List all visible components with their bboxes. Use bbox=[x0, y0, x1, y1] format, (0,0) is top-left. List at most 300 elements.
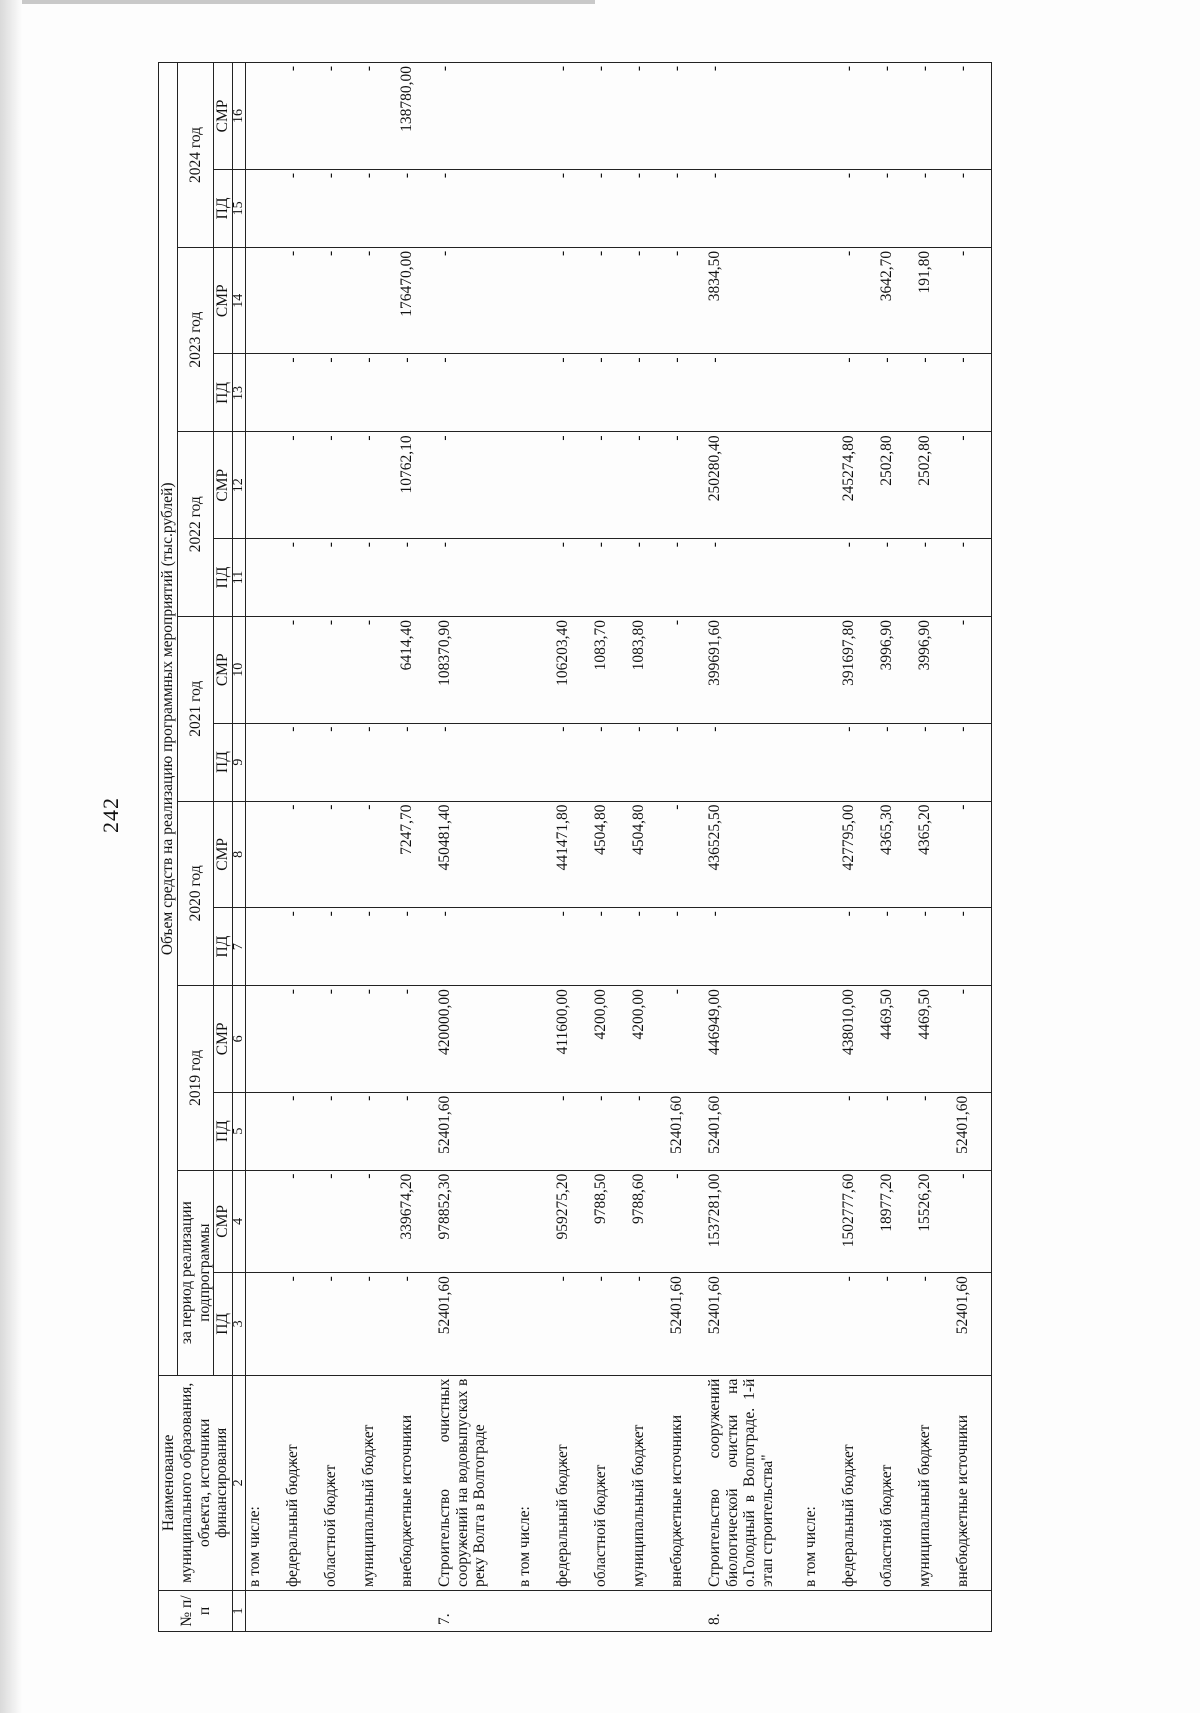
cell-pd: - bbox=[916, 169, 954, 247]
cell-smr: - bbox=[592, 247, 630, 354]
cell-pd: - bbox=[706, 539, 802, 617]
cell-smr: - bbox=[284, 616, 322, 723]
row-name: областной бюджет bbox=[877, 1464, 895, 1587]
header-column-number: 16 bbox=[233, 63, 246, 170]
cell-smr: - bbox=[630, 63, 668, 170]
cell-pd: - bbox=[284, 908, 322, 986]
header-group-title: Объем средств на реализацию программных мероприятий (тыс.рублей) bbox=[159, 63, 178, 1376]
cell-smr: 438010,00 bbox=[840, 986, 878, 1093]
cell-smr bbox=[802, 616, 840, 723]
header-period-2019: 2019 год bbox=[177, 986, 214, 1171]
header-sub-smr: СМР bbox=[214, 1170, 233, 1273]
header-sub-smr: СМР bbox=[214, 986, 233, 1093]
row-name-cell bbox=[840, 1375, 878, 1590]
cell-pd bbox=[246, 1092, 284, 1170]
row-number bbox=[954, 1591, 992, 1632]
cell-pd: - bbox=[878, 354, 916, 432]
cell-pd: - bbox=[706, 908, 802, 986]
table-row bbox=[322, 63, 360, 1632]
row-number bbox=[554, 1591, 592, 1632]
header-sub-smr: СМР bbox=[214, 432, 233, 539]
header-sub-pd: ПД bbox=[214, 908, 233, 986]
cell-pd: - bbox=[284, 539, 322, 617]
cell-pd: 52401,60 bbox=[668, 1273, 706, 1376]
row-number: 7. bbox=[436, 1591, 516, 1632]
cell-pd: - bbox=[554, 539, 592, 617]
cell-pd: - bbox=[284, 169, 322, 247]
header-sub-pd: ПД bbox=[214, 1273, 233, 1376]
cell-smr bbox=[516, 247, 554, 354]
cell-smr: - bbox=[322, 432, 360, 539]
cell-smr: 450481,40 bbox=[436, 801, 516, 908]
table-row bbox=[630, 63, 668, 1632]
cell-pd bbox=[246, 1273, 284, 1376]
row-name: в том числе: bbox=[801, 1506, 819, 1587]
row-name: федеральный бюджет bbox=[553, 1444, 571, 1587]
cell-smr: - bbox=[360, 432, 398, 539]
cell-pd bbox=[246, 908, 284, 986]
cell-smr: - bbox=[322, 986, 360, 1093]
cell-pd: - bbox=[360, 539, 398, 617]
row-number bbox=[802, 1591, 840, 1632]
cell-smr: - bbox=[592, 432, 630, 539]
cell-pd: - bbox=[554, 1273, 592, 1376]
cell-pd: - bbox=[360, 1092, 398, 1170]
cell-pd bbox=[516, 169, 554, 247]
cell-smr: - bbox=[630, 432, 668, 539]
header-column-number: 11 bbox=[233, 539, 246, 617]
cell-smr: - bbox=[668, 616, 706, 723]
cell-smr: 245274,80 bbox=[840, 432, 878, 539]
cell-smr: - bbox=[668, 986, 706, 1093]
cell-pd bbox=[802, 169, 840, 247]
row-name-cell bbox=[554, 1375, 592, 1590]
cell-smr: 4469,50 bbox=[916, 986, 954, 1093]
cell-pd: - bbox=[398, 354, 436, 432]
cell-pd: - bbox=[916, 1273, 954, 1376]
cell-pd: - bbox=[630, 1273, 668, 1376]
cell-smr: 4504,80 bbox=[592, 801, 630, 908]
cell-pd: - bbox=[630, 169, 668, 247]
header-column-number: 5 bbox=[233, 1092, 246, 1170]
cell-pd bbox=[246, 539, 284, 617]
cell-pd: - bbox=[436, 723, 516, 801]
cell-smr: 18977,20 bbox=[878, 1170, 916, 1273]
table-row bbox=[284, 63, 322, 1632]
cell-smr: 411600,00 bbox=[554, 986, 592, 1093]
row-name: Строительство сооружений биологической очистки на о.Голодный в Волгограде. 1-й этап строительства" bbox=[705, 1378, 777, 1587]
table-row bbox=[840, 63, 878, 1632]
cell-smr: 138780,00 bbox=[398, 63, 436, 170]
header-sub-pd: ПД bbox=[214, 539, 233, 617]
cell-pd: - bbox=[284, 1273, 322, 1376]
cell-pd: - bbox=[840, 1092, 878, 1170]
cell-pd: - bbox=[592, 908, 630, 986]
row-name: областной бюджет bbox=[591, 1464, 609, 1587]
row-number bbox=[916, 1591, 954, 1632]
table-body bbox=[246, 63, 992, 1632]
cell-smr bbox=[246, 1170, 284, 1273]
table-row bbox=[246, 63, 284, 1632]
cell-smr: 1083,70 bbox=[592, 616, 630, 723]
row-name-cell bbox=[954, 1375, 992, 1590]
cell-smr bbox=[246, 616, 284, 723]
cell-smr: 1502777,60 bbox=[840, 1170, 878, 1273]
cell-smr: 446949,00 bbox=[706, 986, 802, 1093]
header-sub-smr: СМР bbox=[214, 63, 233, 170]
table-row bbox=[802, 63, 840, 1632]
cell-smr: - bbox=[284, 63, 322, 170]
cell-pd: - bbox=[398, 169, 436, 247]
cell-pd bbox=[802, 908, 840, 986]
row-name: в том числе: bbox=[515, 1506, 533, 1587]
row-name-cell bbox=[322, 1375, 360, 1590]
cell-pd: - bbox=[668, 908, 706, 986]
cell-smr: 4200,00 bbox=[592, 986, 630, 1093]
cell-smr bbox=[802, 1170, 840, 1273]
cell-smr: - bbox=[954, 986, 992, 1093]
header-column-number: 6 bbox=[233, 986, 246, 1093]
table-row bbox=[554, 63, 592, 1632]
cell-smr: - bbox=[840, 247, 878, 354]
cell-smr: - bbox=[322, 63, 360, 170]
cell-smr: 3996,90 bbox=[916, 616, 954, 723]
header-column-number: 13 bbox=[233, 354, 246, 432]
cell-smr: - bbox=[954, 1170, 992, 1273]
row-name-cell bbox=[592, 1375, 630, 1590]
header-period-2021: 2021 год bbox=[177, 616, 214, 801]
cell-smr: - bbox=[436, 432, 516, 539]
cell-pd bbox=[516, 354, 554, 432]
cell-smr: - bbox=[668, 801, 706, 908]
row-number bbox=[360, 1591, 398, 1632]
cell-smr: 10762,10 bbox=[398, 432, 436, 539]
cell-smr: 427795,00 bbox=[840, 801, 878, 908]
row-name-cell bbox=[668, 1375, 706, 1590]
cell-pd: - bbox=[916, 1092, 954, 1170]
cell-smr: 4365,20 bbox=[916, 801, 954, 908]
row-name: в том числе: bbox=[246, 1506, 264, 1587]
cell-pd: - bbox=[436, 908, 516, 986]
row-number bbox=[840, 1591, 878, 1632]
cell-pd: - bbox=[360, 169, 398, 247]
cell-pd: 52401,60 bbox=[706, 1273, 802, 1376]
row-name: федеральный бюджет bbox=[283, 1444, 301, 1587]
cell-pd bbox=[246, 354, 284, 432]
cell-smr: - bbox=[954, 432, 992, 539]
cell-pd: - bbox=[322, 1092, 360, 1170]
cell-smr: 4365,30 bbox=[878, 801, 916, 908]
header-column-number: 14 bbox=[233, 247, 246, 354]
header-col-name: Наименование муниципального образования, объекта, источники финансирования bbox=[159, 1375, 233, 1590]
row-name: Строительство очистных сооружений на водовыпусках в реку Волга в Волгограде bbox=[435, 1378, 489, 1587]
cell-pd: - bbox=[398, 1092, 436, 1170]
cell-pd: - bbox=[360, 1273, 398, 1376]
cell-smr bbox=[516, 801, 554, 908]
cell-smr bbox=[802, 247, 840, 354]
cell-smr: 2502,80 bbox=[878, 432, 916, 539]
row-number bbox=[284, 1591, 322, 1632]
cell-pd: - bbox=[436, 354, 516, 432]
cell-pd: - bbox=[668, 354, 706, 432]
cell-smr bbox=[516, 616, 554, 723]
cell-smr: - bbox=[668, 432, 706, 539]
cell-pd: - bbox=[954, 908, 992, 986]
cell-smr: 978852,30 bbox=[436, 1170, 516, 1273]
rotated-table-wrapper bbox=[158, 62, 1168, 1632]
cell-smr bbox=[516, 986, 554, 1093]
header-column-number: 4 bbox=[233, 1170, 246, 1273]
cell-pd: - bbox=[284, 1092, 322, 1170]
cell-smr bbox=[802, 432, 840, 539]
cell-pd: - bbox=[840, 354, 878, 432]
row-name-cell bbox=[436, 1375, 516, 1590]
cell-smr: 2502,80 bbox=[916, 432, 954, 539]
cell-pd: - bbox=[592, 539, 630, 617]
header-column-number: 8 bbox=[233, 801, 246, 908]
header-sub-smr: СМР bbox=[214, 247, 233, 354]
cell-smr: - bbox=[954, 247, 992, 354]
cell-smr: 959275,20 bbox=[554, 1170, 592, 1273]
cell-pd: - bbox=[398, 908, 436, 986]
cell-smr: - bbox=[630, 247, 668, 354]
table-row bbox=[592, 63, 630, 1632]
row-number bbox=[592, 1591, 630, 1632]
cell-smr: - bbox=[322, 1170, 360, 1273]
header-sub-smr: СМР bbox=[214, 801, 233, 908]
cell-pd: 52401,60 bbox=[436, 1273, 516, 1376]
cell-pd: - bbox=[554, 1092, 592, 1170]
cell-smr bbox=[246, 986, 284, 1093]
header-period-total: за период реализации подпрограммы bbox=[177, 1170, 214, 1375]
cell-smr: - bbox=[592, 63, 630, 170]
cell-pd: - bbox=[398, 723, 436, 801]
cell-pd bbox=[802, 539, 840, 617]
cell-smr: - bbox=[284, 801, 322, 908]
cell-smr: 176470,00 bbox=[398, 247, 436, 354]
header-col-no: № п/п bbox=[159, 1591, 233, 1632]
row-number: 8. bbox=[706, 1591, 802, 1632]
cell-pd: - bbox=[592, 723, 630, 801]
cell-smr: 436525,50 bbox=[706, 801, 802, 908]
cell-smr: - bbox=[360, 986, 398, 1093]
cell-smr: - bbox=[322, 801, 360, 908]
cell-pd: - bbox=[878, 723, 916, 801]
header-column-number: 15 bbox=[233, 169, 246, 247]
cell-smr: - bbox=[360, 616, 398, 723]
page-number: 242 bbox=[98, 797, 123, 833]
cell-pd: - bbox=[592, 1092, 630, 1170]
cell-smr: 1537281,00 bbox=[706, 1170, 802, 1273]
cell-pd: - bbox=[706, 723, 802, 801]
cell-smr bbox=[516, 432, 554, 539]
cell-smr: - bbox=[916, 63, 954, 170]
cell-smr: 6414,40 bbox=[398, 616, 436, 723]
row-number bbox=[398, 1591, 436, 1632]
header-column-number: 10 bbox=[233, 616, 246, 723]
row-name: внебюджетные источники bbox=[953, 1415, 971, 1587]
header-column-number: 7 bbox=[233, 908, 246, 986]
cell-pd bbox=[802, 354, 840, 432]
cell-pd: - bbox=[916, 723, 954, 801]
cell-smr: 9788,50 bbox=[592, 1170, 630, 1273]
table-row bbox=[668, 63, 706, 1632]
cell-smr bbox=[246, 801, 284, 908]
cell-pd: - bbox=[322, 1273, 360, 1376]
cell-smr: 4504,80 bbox=[630, 801, 668, 908]
header-period-2023: 2023 год bbox=[177, 247, 214, 432]
row-name: муниципальный бюджет bbox=[359, 1424, 377, 1587]
header-column-number: 1 bbox=[233, 1591, 246, 1632]
cell-pd: - bbox=[360, 908, 398, 986]
cell-pd: 52401,60 bbox=[436, 1092, 516, 1170]
cell-smr: 191,80 bbox=[916, 247, 954, 354]
cell-smr: - bbox=[322, 616, 360, 723]
cell-pd: - bbox=[436, 539, 516, 617]
cell-pd: - bbox=[592, 169, 630, 247]
row-name: муниципальный бюджет bbox=[915, 1424, 933, 1587]
cell-pd bbox=[516, 1273, 554, 1376]
cell-pd: - bbox=[630, 908, 668, 986]
header-sub-pd: ПД bbox=[214, 1092, 233, 1170]
cell-pd: - bbox=[322, 169, 360, 247]
row-name-cell bbox=[802, 1375, 840, 1590]
cell-pd: - bbox=[554, 354, 592, 432]
cell-smr: 391697,80 bbox=[840, 616, 878, 723]
cell-smr bbox=[246, 63, 284, 170]
cell-smr bbox=[802, 986, 840, 1093]
scan-shadow bbox=[0, 0, 22, 1713]
cell-smr: - bbox=[706, 63, 802, 170]
row-name: внебюджетные источники bbox=[397, 1415, 415, 1587]
cell-smr: 4469,50 bbox=[878, 986, 916, 1093]
cell-smr: 15526,20 bbox=[916, 1170, 954, 1273]
header-period-2024: 2024 год bbox=[177, 63, 214, 248]
cell-smr: 250280,40 bbox=[706, 432, 802, 539]
row-name-cell bbox=[630, 1375, 668, 1590]
cell-pd: - bbox=[322, 723, 360, 801]
row-number bbox=[668, 1591, 706, 1632]
cell-pd: - bbox=[360, 723, 398, 801]
cell-pd: - bbox=[322, 908, 360, 986]
cell-smr bbox=[516, 63, 554, 170]
cell-smr: - bbox=[436, 247, 516, 354]
cell-pd bbox=[246, 169, 284, 247]
cell-smr: 339674,20 bbox=[398, 1170, 436, 1273]
cell-smr: - bbox=[436, 63, 516, 170]
cell-smr: - bbox=[878, 63, 916, 170]
cell-pd: - bbox=[916, 908, 954, 986]
cell-smr: 9788,60 bbox=[630, 1170, 668, 1273]
cell-pd bbox=[516, 908, 554, 986]
cell-pd: - bbox=[592, 1273, 630, 1376]
cell-smr: - bbox=[360, 247, 398, 354]
row-name: областной бюджет bbox=[321, 1464, 339, 1587]
header-sub-pd: ПД bbox=[214, 169, 233, 247]
cell-pd: - bbox=[878, 539, 916, 617]
cell-smr: - bbox=[668, 247, 706, 354]
cell-smr bbox=[516, 1170, 554, 1273]
cell-pd: - bbox=[630, 1092, 668, 1170]
cell-pd: - bbox=[322, 354, 360, 432]
cell-smr: - bbox=[840, 63, 878, 170]
cell-pd: - bbox=[706, 354, 802, 432]
row-name-cell bbox=[878, 1375, 916, 1590]
cell-pd: - bbox=[954, 723, 992, 801]
cell-smr: - bbox=[954, 616, 992, 723]
table-row bbox=[516, 63, 554, 1632]
cell-pd: - bbox=[284, 354, 322, 432]
cell-smr: - bbox=[954, 801, 992, 908]
row-name: муниципальный бюджет bbox=[629, 1424, 647, 1587]
cell-pd: - bbox=[916, 354, 954, 432]
cell-pd: - bbox=[954, 354, 992, 432]
header-column-number: 12 bbox=[233, 432, 246, 539]
cell-pd: - bbox=[322, 539, 360, 617]
table-row bbox=[878, 63, 916, 1632]
scan-edge bbox=[0, 0, 595, 4]
cell-pd: - bbox=[554, 908, 592, 986]
row-number bbox=[878, 1591, 916, 1632]
cell-pd: - bbox=[554, 723, 592, 801]
cell-pd: - bbox=[954, 539, 992, 617]
cell-pd: - bbox=[916, 539, 954, 617]
cell-smr: 4200,00 bbox=[630, 986, 668, 1093]
row-name: федеральный бюджет bbox=[839, 1444, 857, 1587]
header-sub-smr: СМР bbox=[214, 616, 233, 723]
cell-pd: - bbox=[878, 169, 916, 247]
row-number bbox=[516, 1591, 554, 1632]
cell-pd: - bbox=[706, 169, 802, 247]
cell-pd: - bbox=[840, 539, 878, 617]
cell-smr: 106203,40 bbox=[554, 616, 592, 723]
cell-pd bbox=[802, 1092, 840, 1170]
cell-pd: - bbox=[630, 723, 668, 801]
cell-smr: - bbox=[554, 432, 592, 539]
cell-pd: - bbox=[668, 723, 706, 801]
header-column-number: 3 bbox=[233, 1273, 246, 1376]
cell-smr: - bbox=[668, 63, 706, 170]
cell-pd: - bbox=[554, 169, 592, 247]
header-sub-pd: ПД bbox=[214, 354, 233, 432]
cell-pd: - bbox=[840, 169, 878, 247]
cell-smr: 399691,60 bbox=[706, 616, 802, 723]
cell-smr: - bbox=[360, 801, 398, 908]
table-header bbox=[159, 63, 246, 1632]
row-number bbox=[246, 1591, 284, 1632]
header-sub-pd: ПД bbox=[214, 723, 233, 801]
table-row bbox=[360, 63, 398, 1632]
cell-pd: - bbox=[840, 1273, 878, 1376]
cell-pd: - bbox=[398, 539, 436, 617]
cell-pd: 52401,60 bbox=[954, 1092, 992, 1170]
cell-smr: - bbox=[668, 1170, 706, 1273]
cell-pd bbox=[802, 1273, 840, 1376]
cell-pd: - bbox=[878, 908, 916, 986]
cell-pd: - bbox=[284, 723, 322, 801]
row-number bbox=[322, 1591, 360, 1632]
cell-smr: - bbox=[284, 986, 322, 1093]
cell-smr: - bbox=[398, 986, 436, 1093]
cell-pd: - bbox=[878, 1273, 916, 1376]
cell-pd: 52401,60 bbox=[954, 1273, 992, 1376]
cell-smr: 441471,80 bbox=[554, 801, 592, 908]
cell-smr: 3834,50 bbox=[706, 247, 802, 354]
cell-pd: 52401,60 bbox=[668, 1092, 706, 1170]
row-name-cell bbox=[284, 1375, 322, 1590]
row-name-cell bbox=[398, 1375, 436, 1590]
header-column-number: 2 bbox=[233, 1375, 246, 1590]
